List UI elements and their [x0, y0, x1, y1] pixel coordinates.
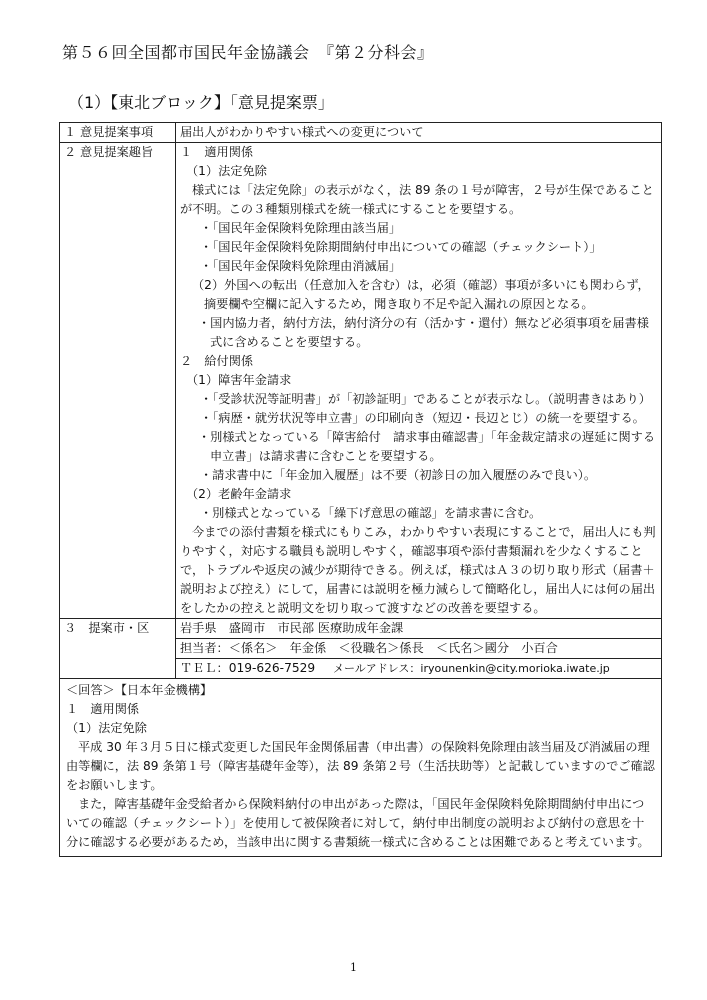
- list-item: ・別様式となっている「障害給付 請求事由確認書」「年金裁定請求の遅延に関する申立書」は請求書に含むことを要望する。: [198, 430, 656, 463]
- proposer-mail: iryounenkin@city.morioka.iwate.jp: [420, 662, 610, 675]
- proposer-person: 担当者：＜係名＞ 年金係 ＜役職名＞係長 ＜氏名＞國分 小百合: [176, 639, 662, 659]
- purpose-label: ２ 意見提案趣旨: [60, 143, 176, 619]
- list-item: 今までの添付書類を様式にもりこみ，わかりやすい表現にすることで，届出人にも判りやすく，対応する職員も説明しやすく，確認事項や添付書類漏れを少なくすることで，トラブルや返戻の減少が期待できる。例えば，様式はＡ３の切り取り形式（届書＋説明および控え）にして，届書には説明を極力減らして簡略化し，届出人には何の届出をしたかの控えと説明文を切り取って渡すなどの改善を要望する。: [180, 525, 656, 615]
- page-number: 1: [350, 961, 357, 974]
- list-item: （1）法定免除: [186, 164, 267, 178]
- table-row: [60, 619, 662, 639]
- table-row: [60, 143, 662, 619]
- list-item: ２ 給付関係: [180, 354, 254, 368]
- purpose-body: [176, 143, 662, 619]
- list-item: ・「国民年金保険料免除理由消滅届」: [200, 259, 402, 273]
- subject-text: 届出人がわかりやすい様式への変更について: [176, 123, 662, 143]
- table-row: [60, 123, 662, 143]
- proposer-contact: [176, 659, 662, 679]
- list-item: １ 適用関係: [180, 145, 254, 159]
- answer-heading: ＜回答＞【日本年金機構】: [66, 683, 213, 697]
- list-item: ・「病歴・就労状況等申立書」の印刷向き（短辺・長辺とじ）の統一を要望する。: [200, 411, 645, 425]
- list-item: ・国内協力者，納付方法，納付済分の有（活かす・還付）無など必須事項を届書様式に含めることを要望する。: [198, 316, 649, 349]
- list-item: （1）法定免除: [66, 721, 147, 735]
- list-item: １ 適用関係: [66, 702, 140, 716]
- page-title: 第５６回全国都市国民年金協議会 『第２分科会』: [62, 43, 434, 62]
- proposer-label: ３ 提案市・区: [60, 619, 176, 679]
- list-item: ・「国民年金保険料免除理由該当届」: [200, 221, 402, 235]
- proposer-tel: ＴＥＬ：019-626-7529: [180, 661, 316, 675]
- list-item: （2）外国への転出（任意加入を含む）は，必須（確認）事項が多いにも関わらず，摘要欄や空欄に記入するため，聞き取り不足や記入漏れの原因となる。: [192, 278, 650, 311]
- list-item: また，障害基礎年金受給者から保険料納付の申出があった際は，「国民年金保険料免除期間納付申出についての確認（チェックシート）」を使用して被保険者に対して，納付申出制度の説明および納付の意思を十分に確認する必要があるため，当該申出に関する書類統一様式に含めることは困難であると考えています。: [66, 797, 650, 849]
- list-item: ・「国民年金保険料免除期間納付申出についての確認（チェックシート）」: [200, 240, 602, 254]
- table-row: [60, 679, 662, 857]
- list-item: ・「受診状況等証明書」が「初診証明」であることが表示なし。（説明書きはあり）: [200, 392, 651, 406]
- list-item: ・請求書中に「年金加入履歴」は不要（初診日の加入履歴のみで良い）。: [200, 468, 597, 482]
- proposer-organization: 岩手県 盛岡市 市民部 医療助成年金課: [176, 619, 662, 639]
- list-item: 様式には「法定免除」の表示がなく，法 89 条の１号が障害，２号が生保であることが不明。この３種類別様式を統一様式にすることを要望する。: [180, 183, 654, 216]
- section-title: （1）【東北ブロック】「意見提案票」: [68, 93, 334, 112]
- list-item: （1）障害年金請求: [186, 373, 292, 387]
- answer-body: [60, 679, 662, 857]
- list-item: （2）老齢年金請求: [186, 487, 292, 501]
- list-item: 平成 30 年３月５日に様式変更した国民年金関係届書（申出書）の保険料免除理由該当届及び消滅届の理由等欄に，法 89 条第１号（障害基礎年金等），法 89 条第２号（生活扶助等）と記載していますのでご確認をお願いします。: [66, 740, 655, 792]
- proposer-mail-label: メールアドレス：: [332, 662, 421, 675]
- proposal-table: [59, 122, 662, 857]
- list-item: ・別様式となっている「繰下げ意思の確認」を請求書に含む。: [200, 506, 542, 520]
- subject-label: １ 意見提案事項: [60, 123, 176, 143]
